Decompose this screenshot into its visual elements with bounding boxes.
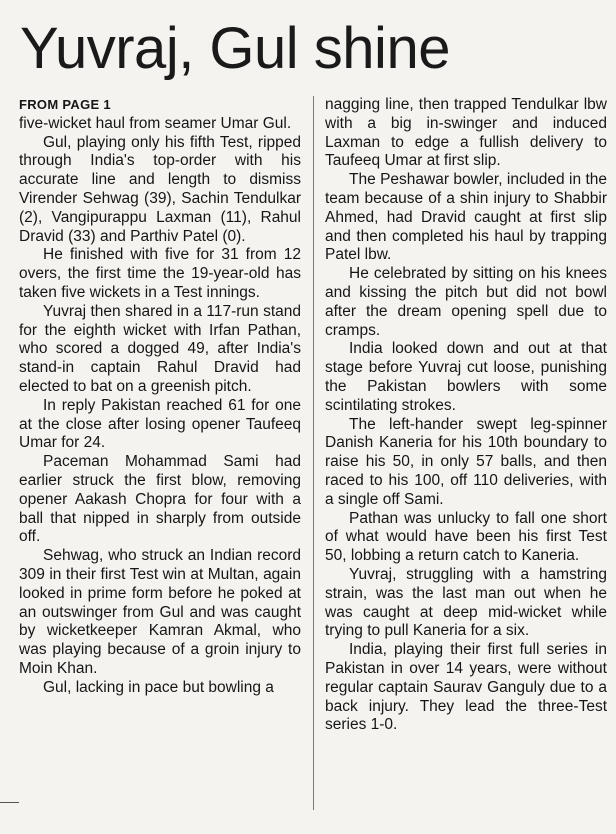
paragraph: The Peshawar bowler, included in the team because of a shin injury to Shabbir Ahmed, had Dravid caught at first slip and then completed his haul by trapping Patel lbw.	[325, 171, 607, 264]
paragraph: He celebrated by sitting on his knees and kissing the pitch but did not bowl after the dream opening spell due to cramps.	[325, 265, 607, 339]
left-column	[19, 96, 301, 698]
crop-mark	[0, 802, 19, 803]
paragraph: Gul, playing only his fifth Test, ripped through India's top-order with his accurate line and length to dismiss Virender Sehwag (39), Sachin Tendulkar (2), Vangipurappu Laxman (11), Rahul Dravid (33) and Parthiv Patel (0).	[19, 133, 301, 245]
jumpline: FROM PAGE 1	[19, 97, 111, 112]
paragraph: Pathan was unlucky to fall one short of what would have been his first Test 50, lobbing a return catch to Kaneria.	[325, 509, 607, 565]
paragraph: In reply Pakistan reached 61 for one at the close after losing opener Taufeeq Umar for 24.	[19, 396, 301, 452]
paragraph: He finished with five for 31 from 12 overs, the first time the 19-year-old has taken five wickets in a Test innings.	[19, 246, 301, 301]
paragraph: nagging line, then trapped Tendulkar lbw with a big in-swinger and induced Laxman to edge a fullish delivery to Taufeeq Umar at first slip.	[325, 96, 607, 170]
headline: Yuvraj, Gul shine	[20, 16, 450, 81]
paragraph: India, playing their first full series in Pakistan in over 14 years, were without regular captain Saurav Ganguly due to a back injury. They lead the three-Test series 1-0.	[325, 641, 607, 734]
paragraph: Yuvraj, struggling with a hamstring strain, was the last man out when he was caught at deep mid-wicket while trying to pull Kaneria for a six.	[325, 565, 607, 640]
right-column	[325, 96, 607, 735]
paragraph: India looked down and out at that stage before Yuvraj cut loose, punishing the Pakistan bowlers with some scintilating strokes.	[325, 340, 607, 414]
paragraph: Paceman Mohammad Sami had earlier struck the first blow, removing opener Aakash Chopra for four with a ball that nipped in sharply from outside off.	[19, 453, 301, 546]
paragraph: Sehwag, who struck an Indian record 309 in their first Test win at Multan, again looked in prime form before he poked at an outswinger from Gul and was caught by wicketkeeper Kamran Akmal, who was playing because of a groin injury to Moin Khan.	[19, 547, 301, 677]
paragraph: five-wicket haul from seamer Umar Gul.	[19, 114, 292, 132]
paragraph: Yuvraj then shared in a 117-run stand for the eighth wicket with Irfan Pathan, who scored a dogged 49, after India's stand-in captain Rahul Dravid had elected to bat on a greenish pitch.	[19, 302, 301, 395]
column-divider	[313, 96, 314, 810]
paragraph: Gul, lacking in pace but bowling a	[43, 678, 274, 696]
paragraph: The left-hander swept leg-spinner Danish Kaneria for his 10th boundary to raise his 50, in only 57 balls, and then raced to his 100, off 110 deliveries, with a single off Sami.	[325, 415, 607, 508]
